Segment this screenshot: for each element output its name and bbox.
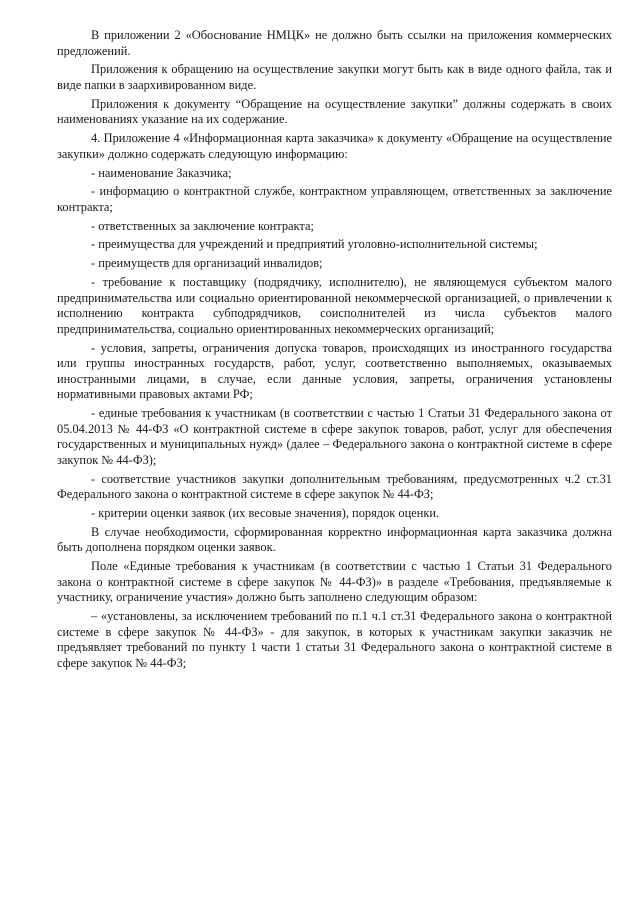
list-item: - соответствие участников закупки дополнительным требованиям, предусмотренных ч.2 ст.31 Федерального закона о контрактной системе в сфере закупок № 44-ФЗ; xyxy=(57,471,612,502)
list-item: - требование к поставщику (подрядчику, исполнителю), не являющемуся субъектом малого предпринимательства или социально ориентированной некоммерческой организацией, о привлечении к исполнению контракта субподрядчиков, соисполнителей из числа субъектов малого предпринимательства, социально ориентированных некоммерческих организаций; xyxy=(57,275,612,336)
paragraph-info-card: 4. Приложение 4 «Информационная карта заказчика» к документу «Обращение на осуществление закупки» должно содержать следующую информацию: xyxy=(57,131,612,161)
paragraph-uniform-requirements-field: Поле «Единые требования к участникам (в соответствии с частью 1 Статьи 31 Федерального закона о контрактной системе в сфере закупок № 44-ФЗ)» в разделе «Требования, предъявляемые к участнику, ограничение участия» должно быть заполнено следующим образом: xyxy=(57,559,612,605)
list-item: - информацию о контрактной службе, контрактном управляющем, ответственных за заключение контракта; xyxy=(57,184,612,214)
list-item: - преимуществ для организаций инвалидов; xyxy=(91,256,323,271)
list-item: - наименование Заказчика; xyxy=(91,165,232,180)
list-item: - преимущества для учреждений и предприятий уголовно-исполнительной системы; xyxy=(91,237,538,252)
paragraph-nmck-links: В приложении 2 «Обоснование НМЦК» не должно быть ссылки на приложения коммерческих предложений. xyxy=(57,28,612,58)
list-item: - условия, запреты, ограничения допуска товаров, происходящих из иностранного государства или группы иностранных государств, работ, услуг, соответственно выполняемых, оказываемых иностранными лицами, в случае, если данные условия, запреты, ограничения установлены нормативными правовых актами РФ; xyxy=(57,340,612,402)
list-item: – «установлены, за исключением требований по п.1 ч.1 ст.31 Федерального закона о контрактной системе в сфере закупок № 44-ФЗ» - для закупок, в которых к участникам закупки заказчик не предъявляет требований по пункту 1 части 1 статьи 31 Федерального закона о контрактной системе в сфере закупок № 44-ФЗ; xyxy=(57,609,612,670)
list-item: - единые требования к участникам (в соответствии с частью 1 Статьи 31 Федерального закона от 05.04.2013 № 44-ФЗ «О контрактной системе в сфере закупок товаров, работ, услуг для обеспечения государственных и муниципальных нужд» (далее – Федерального закона о контрактной системе в сфере закупок № 44-ФЗ); xyxy=(57,406,612,467)
paragraph-attachments-naming: Приложения к документу “Обращение на осуществление закупки” должны содержать в своих наименованиях указание на их содержание. xyxy=(57,96,612,127)
paragraph-evaluation-order: В случае необходимости, сформированная корректно информационная карта заказчика должна быть дополнена порядком оценки заявок. xyxy=(57,524,612,555)
list-item: - критерии оценки заявок (их весовые значения), порядок оценки. xyxy=(91,506,440,521)
list-item: - ответственных за заключение контракта; xyxy=(91,218,314,233)
paragraph-attachments-format: Приложения к обращению на осуществление закупки могут быть как в виде одного файла, так и виде папки в заархивированном виде. xyxy=(57,62,612,92)
